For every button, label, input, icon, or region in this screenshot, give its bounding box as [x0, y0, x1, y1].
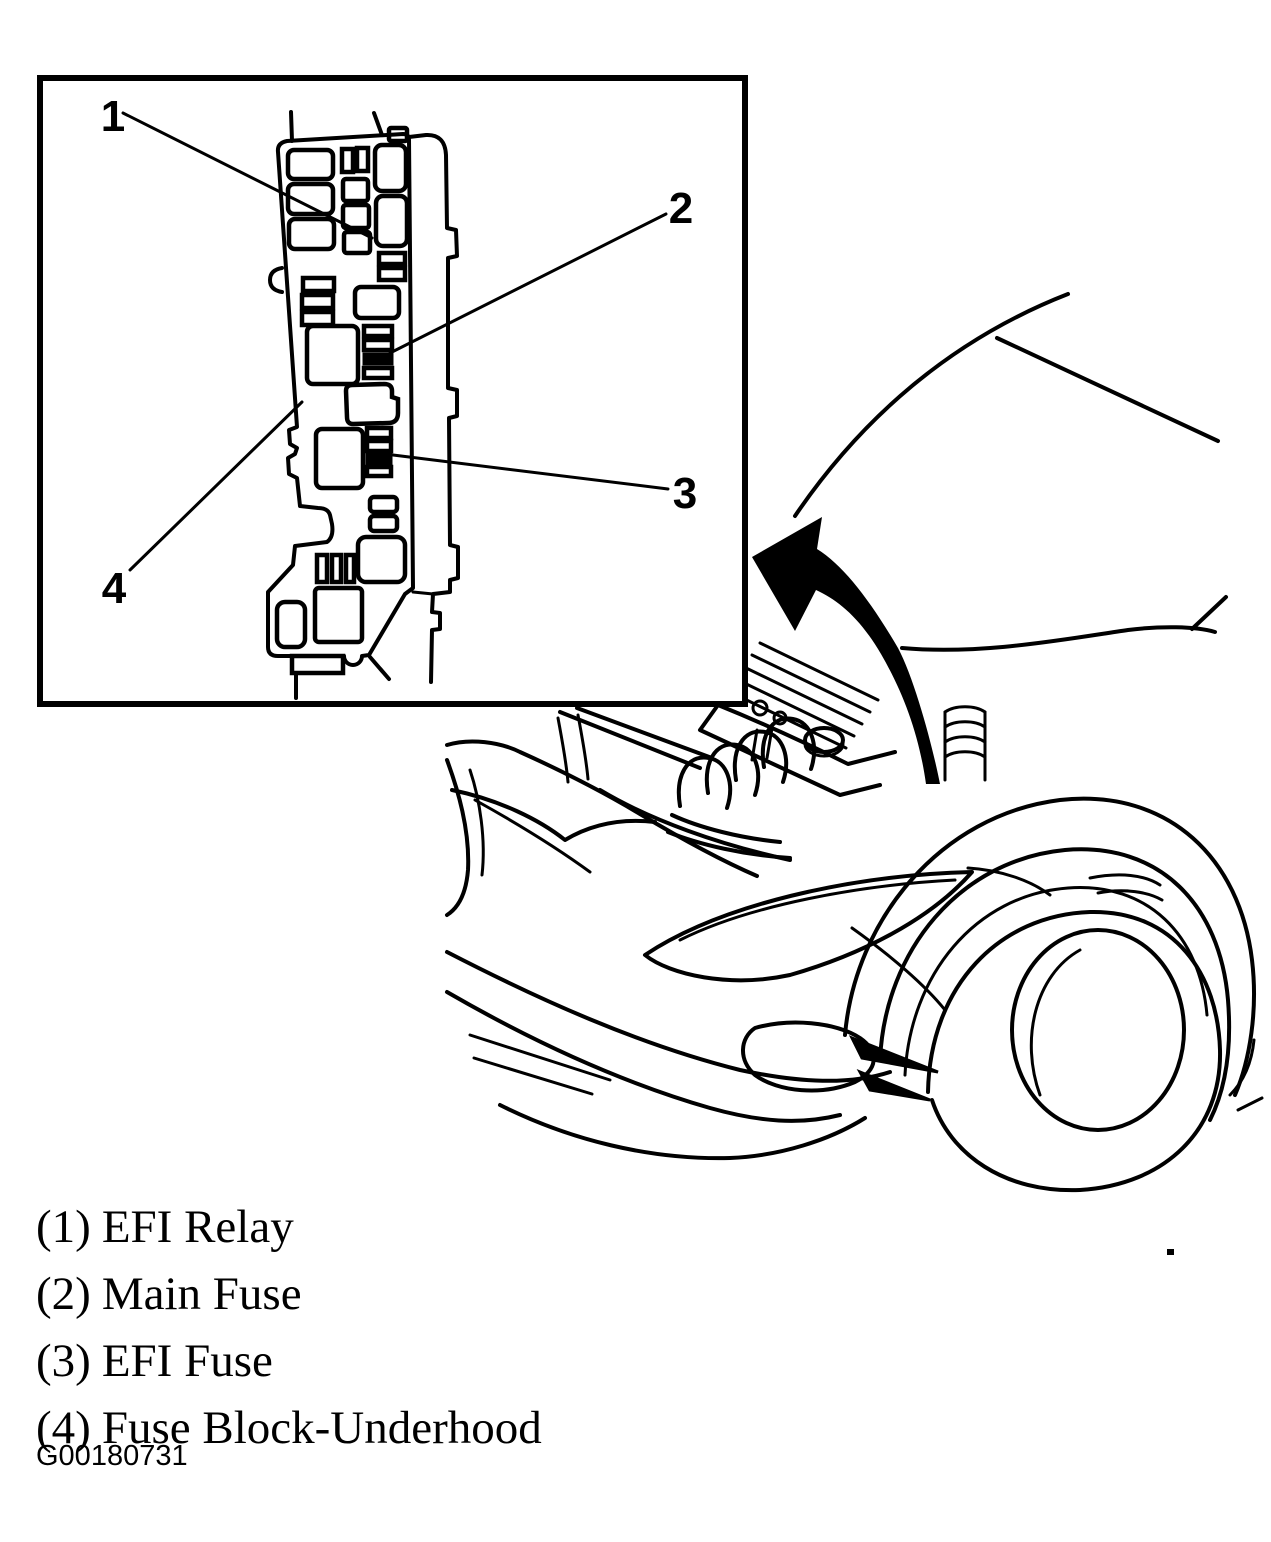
- fuse-cell: [379, 268, 405, 280]
- legend: [36, 1194, 542, 1462]
- fuse-cell: [379, 253, 405, 264]
- legend-item-label: Fuse Block-Underhood: [101, 1402, 542, 1454]
- fuse-cell: [342, 149, 353, 172]
- bumper-seam: [852, 928, 945, 1010]
- fuse-cell: [367, 428, 391, 438]
- fuse-cell: [370, 516, 397, 531]
- relay-cell: [289, 219, 334, 249]
- bumper-mid: [447, 992, 840, 1121]
- fuse-cell: [302, 312, 333, 325]
- efi-relay-cell: [376, 196, 407, 246]
- left-headlight: [447, 760, 468, 915]
- legend-item-number: (4): [36, 1402, 91, 1454]
- efi-fuse-cell: [367, 454, 391, 464]
- bumper-bottom: [500, 1105, 865, 1158]
- fuse-cell: [317, 555, 327, 582]
- fuse-cell: [364, 368, 392, 378]
- legend-item-label: EFI Relay: [101, 1201, 294, 1253]
- intake-runners: [668, 719, 814, 858]
- stray-dot: [1167, 1249, 1174, 1255]
- fuse-block-inset-panel: [40, 78, 745, 704]
- relay-cell: [316, 429, 363, 488]
- legend-item-number: (2): [36, 1268, 91, 1320]
- intake-slat: [852, 1038, 938, 1072]
- legend-item: [36, 1328, 542, 1395]
- relay-cell: [307, 326, 358, 384]
- callout-number-1: 1: [100, 92, 126, 141]
- legend-item-label: EFI Fuse: [101, 1335, 273, 1387]
- fuse-cell: [367, 467, 391, 476]
- rim-inner-arc: [1031, 950, 1080, 1095]
- legend-item-number: (3): [36, 1335, 91, 1387]
- cover-join: [413, 592, 433, 594]
- legend-item: [36, 1261, 542, 1328]
- bumper-top: [447, 952, 890, 1081]
- callout-number-2: 2: [668, 184, 694, 233]
- fuse-cell: [343, 179, 368, 201]
- fuse-cell: [302, 295, 333, 308]
- fuse-cell: [370, 497, 397, 512]
- fuse-cell: [303, 278, 334, 291]
- reservoir: [945, 707, 985, 780]
- fuse-cell: [364, 340, 392, 350]
- left-headlight-inner: [470, 770, 483, 875]
- fuse-cell: [277, 602, 305, 647]
- legend-item-label: Main Fuse: [101, 1268, 302, 1320]
- legend-item-number: (1): [36, 1201, 91, 1253]
- main-fuse-cell: [364, 354, 392, 364]
- intake-slat: [860, 1072, 930, 1100]
- relay-cell: [355, 287, 399, 318]
- wheel-rim: [1012, 930, 1184, 1130]
- fender-crease: [968, 868, 1050, 895]
- callout-number-4: 4: [101, 564, 127, 613]
- relay-cell: [315, 588, 362, 642]
- legend-item: [36, 1194, 542, 1261]
- figure-code: G00180731: [36, 1440, 188, 1472]
- fuse-cell: [332, 555, 341, 582]
- fuse-cell: [346, 555, 354, 582]
- hood-rear-edge: [997, 338, 1218, 441]
- callout-number-3: 3: [672, 469, 698, 518]
- fuse-cell: [364, 326, 392, 336]
- rocker-stub: [1230, 1040, 1262, 1110]
- support-line: [577, 708, 712, 758]
- headlight: [645, 872, 972, 980]
- relay-cell: [375, 145, 406, 191]
- relay-cell: [288, 150, 333, 179]
- a-pillar-stub: [1192, 597, 1226, 629]
- fuse-cell: [357, 148, 368, 171]
- bottom-tab: [292, 656, 343, 673]
- hood-outline: [795, 294, 1068, 516]
- fuse-cell: [367, 441, 391, 451]
- connector-cell: [346, 384, 398, 424]
- relay-cell: [358, 537, 405, 582]
- cowl-line: [902, 627, 1215, 650]
